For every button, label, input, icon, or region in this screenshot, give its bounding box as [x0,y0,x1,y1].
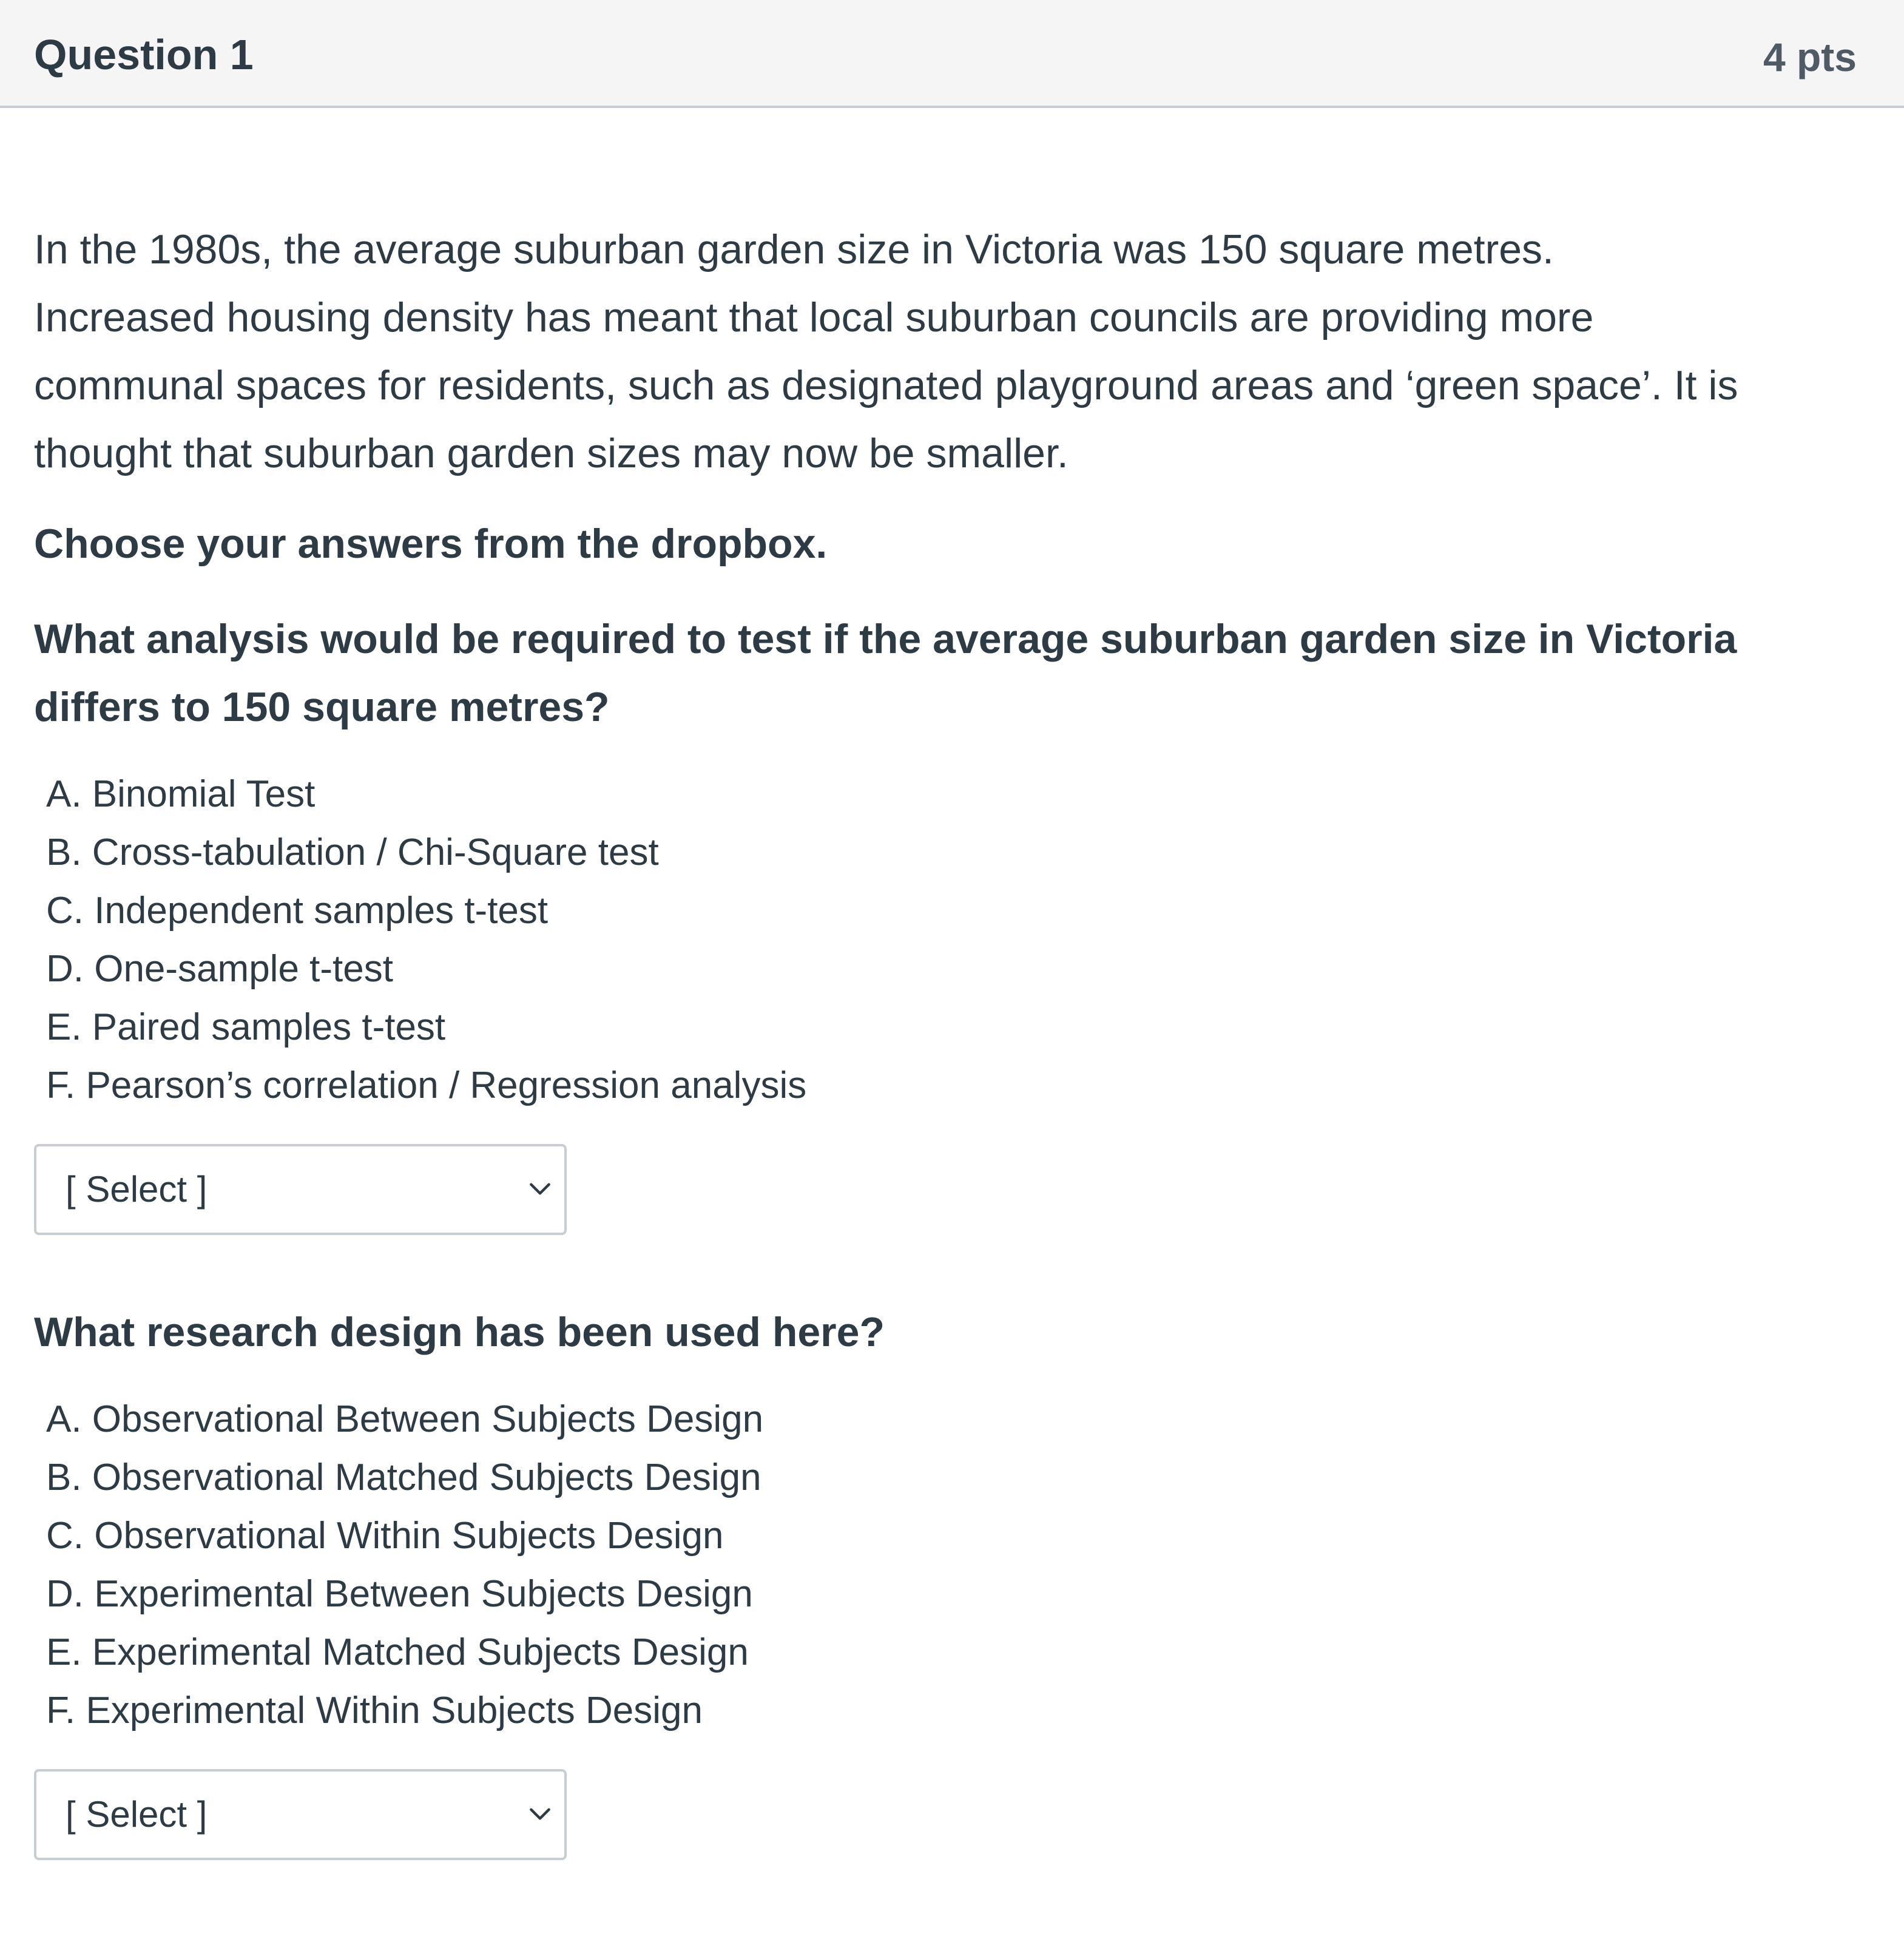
chevron-down-icon [527,1176,553,1202]
question-1-line: differs to 150 square metres? [34,684,610,730]
option-item: A. Observational Between Subjects Design [46,1398,764,1440]
select-value: [ Select ] [66,1169,208,1210]
question-1-line: What analysis would be required to test if the average suburban garden size in Victoria [34,616,1737,662]
chevron-down-icon [527,1801,553,1827]
option-item: D. One-sample t-test [46,948,393,990]
question-2-options [46,1390,1860,1740]
question-2-block [34,1298,1860,1860]
research-design-select-dropdown[interactable] [34,1769,567,1860]
option-item: E. Paired samples t-test [46,1006,446,1048]
option-item: E. Experimental Matched Subjects Design [46,1631,749,1673]
question-2-text: What research design has been used here? [34,1309,885,1355]
question-body [34,215,1860,1860]
option-item: F. Pearson’s correlation / Regression analysis [46,1064,807,1106]
select-value: [ Select ] [66,1794,208,1835]
question-1-options [46,765,1860,1115]
intro-line: thought that suburban garden sizes may now be smaller. [34,430,1068,476]
question-title: Question 1 [34,31,254,78]
instruction-text: Choose your answers from the dropbox. [34,521,828,567]
option-item: B. Observational Matched Subjects Design [46,1457,761,1498]
question-1-text [34,605,1860,741]
option-item: C. Observational Within Subjects Design [46,1515,724,1557]
option-item: D. Experimental Between Subjects Design [46,1573,753,1615]
option-item: F. Experimental Within Subjects Design [46,1690,703,1731]
intro-paragraph [34,215,1860,487]
option-item: B. Cross-tabulation / Chi-Square test [46,831,659,873]
intro-line: In the 1980s, the average suburban garden size in Victoria was 150 square metres. [34,226,1554,272]
analysis-select-dropdown[interactable] [34,1144,567,1235]
option-item: A. Binomial Test [46,773,316,815]
intro-line: Increased housing density has meant that local suburban councils are providing more [34,294,1594,340]
question-header [0,0,1904,108]
intro-line: communal spaces for residents, such as designated playground areas and ‘green space’. It is [34,362,1738,408]
option-item: C. Independent samples t-test [46,890,549,932]
question-points: 4 pts [1763,35,1857,80]
